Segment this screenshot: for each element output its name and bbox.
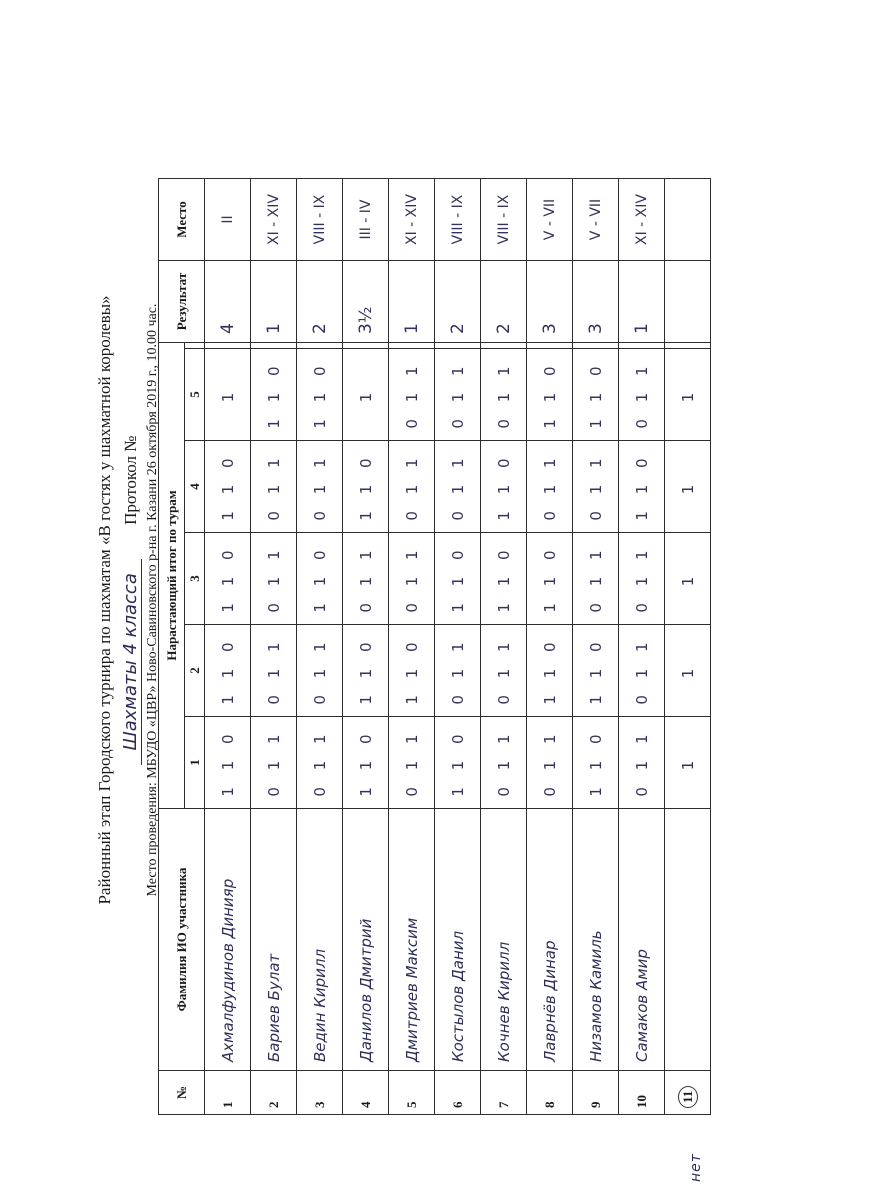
round-4-score: 0 1 1: [251, 441, 297, 533]
table-row: [573, 179, 619, 1115]
round-2-score: 1 1 0: [389, 625, 435, 717]
round-separator-cell: [573, 343, 619, 349]
participant-place: III - IV: [343, 179, 389, 261]
round-4-score: 1: [665, 441, 711, 533]
table-row: [481, 179, 527, 1115]
round-4-score: 0 1 1: [435, 441, 481, 533]
round-5-score: 1: [665, 349, 711, 441]
round-3-score: 1 1 0: [527, 533, 573, 625]
round-4-score: 1 1 0: [619, 441, 665, 533]
participant-number: [297, 1071, 343, 1115]
round-5-score: 0 1 1: [481, 349, 527, 441]
round-separator-cell: [251, 343, 297, 349]
table-row: [665, 179, 711, 1115]
table-row: [297, 179, 343, 1115]
protocol-label: Протокол №: [121, 435, 140, 525]
round-2-score: 1 1 0: [527, 625, 573, 717]
round-1-score: 1 1 0: [343, 717, 389, 809]
round-1-score: 0 1 1: [251, 717, 297, 809]
round-1-score: 1 1 0: [205, 717, 251, 809]
round-5-score: 1 1 0: [297, 349, 343, 441]
col-num-header: №: [159, 1071, 205, 1115]
round-1-score: 1 1 0: [435, 717, 481, 809]
participant-result: 2: [297, 261, 343, 343]
round-4-score: 0 1 1: [389, 441, 435, 533]
participant-number: [343, 1071, 389, 1115]
round-4-score: 1 1 0: [205, 441, 251, 533]
round-4-score: 0 1 1: [527, 441, 573, 533]
round-5-score: 0 1 1: [389, 349, 435, 441]
round-1-score: 0 1 1: [297, 717, 343, 809]
participant-result: [665, 261, 711, 343]
round-4-score: 1 1 0: [481, 441, 527, 533]
round-1-score: 0 1 1: [619, 717, 665, 809]
round-2-score: 0 1 1: [619, 625, 665, 717]
participant-name: Дмитриев Максим: [389, 809, 435, 1071]
participant-result: 2: [435, 261, 481, 343]
table-row: [389, 179, 435, 1115]
venue-line: Место проведения: МБУДО «ЦВР» Ново-Савиновского р-на г. Казани 26 октября 2019 г., 10.00 час.: [145, 303, 160, 897]
participant-name: Ведин Кирилл: [297, 809, 343, 1071]
round-separator-cell: [343, 343, 389, 349]
participant-number-text: 2: [265, 1101, 281, 1108]
participant-place: II: [205, 179, 251, 261]
round-3-score: 0 1 1: [343, 533, 389, 625]
round-2-score: 0 1 1: [251, 625, 297, 717]
participant-result: 1: [389, 261, 435, 343]
participant-place: VIII - IX: [435, 179, 481, 261]
participant-place: [665, 179, 711, 261]
participant-result: 3: [527, 261, 573, 343]
round-5-score: 0 1 1: [435, 349, 481, 441]
participant-result: 1: [619, 261, 665, 343]
participant-number-text: 10: [633, 1095, 649, 1108]
round-5-header: 5: [185, 349, 205, 441]
round-1-score: 1 1 0: [573, 717, 619, 809]
participant-place: V - VII: [527, 179, 573, 261]
round-separator-cell: [619, 343, 665, 349]
participant-number: [665, 1071, 711, 1115]
results-body: [205, 179, 711, 1115]
round-separator-cell: [389, 343, 435, 349]
round-2-score: 0 1 1: [297, 625, 343, 717]
round-separator-cell: [205, 343, 251, 349]
round-1-score: 0 1 1: [481, 717, 527, 809]
participant-number: [619, 1071, 665, 1115]
participant-number: [573, 1071, 619, 1115]
round-2-score: 1: [665, 625, 711, 717]
round-3-score: 1 1 0: [481, 533, 527, 625]
handwritten-category: Шахматы 4 класса: [120, 559, 142, 764]
participant-number-text: 3: [311, 1101, 327, 1108]
round-1-score: 0 1 1: [389, 717, 435, 809]
round-1-score: 1: [665, 717, 711, 809]
round-separator-cell: [665, 343, 711, 349]
category-protocol-line: [120, 0, 141, 1200]
table-row: [619, 179, 665, 1115]
round-2-score: 0 1 1: [435, 625, 481, 717]
round-5-score: 0 1 1: [619, 349, 665, 441]
round-2-score: 0 1 1: [481, 625, 527, 717]
round-3-score: 1 1 0: [205, 533, 251, 625]
table-row: [527, 179, 573, 1115]
margin-note: нет: [688, 1153, 704, 1182]
participant-name: [665, 809, 711, 1071]
round-2-score: 1 1 0: [573, 625, 619, 717]
participant-number-text: 8: [541, 1101, 557, 1108]
round-3-score: 0 1 1: [573, 533, 619, 625]
round-separator-cell: [435, 343, 481, 349]
round-3-score: 1 1 0: [297, 533, 343, 625]
participant-number-text: 4: [357, 1101, 373, 1108]
participant-result: 1: [251, 261, 297, 343]
table-row: [435, 179, 481, 1115]
participant-number-text: 9: [587, 1101, 603, 1108]
round-separator-cell: [527, 343, 573, 349]
participant-place: V - VII: [573, 179, 619, 261]
round-separator-cell: [481, 343, 527, 349]
table-row: [343, 179, 389, 1115]
round-3-score: 0 1 1: [251, 533, 297, 625]
participant-name: Низамов Камиль: [573, 809, 619, 1071]
round-3-score: 1: [665, 533, 711, 625]
round-5-score: 1: [343, 349, 389, 441]
participant-number: [435, 1071, 481, 1115]
round-separator-cell: [297, 343, 343, 349]
tournament-title: Районный этап Городского турнира по шахматам «В гостях у шахматной королевы»: [95, 295, 114, 905]
results-table: [158, 178, 711, 1115]
participant-name: Самаков Амир: [619, 809, 665, 1071]
round-3-score: 0 1 1: [389, 533, 435, 625]
col-place-header: Место: [159, 179, 205, 261]
participant-number-text: 1: [219, 1101, 235, 1108]
participant-name: Бариев Булат: [251, 809, 297, 1071]
participant-place: VIII - IX: [481, 179, 527, 261]
participant-number: [527, 1071, 573, 1115]
participant-result: 3: [573, 261, 619, 343]
round-3-score: 1 1 0: [435, 533, 481, 625]
participant-number-text: 11: [678, 1086, 698, 1108]
table-row: [251, 179, 297, 1115]
round-4-score: 0 1 1: [297, 441, 343, 533]
participant-name: Лаврнёв Динар: [527, 809, 573, 1071]
participant-result: 2: [481, 261, 527, 343]
participant-place: VIII - IX: [297, 179, 343, 261]
round-3-header: 3: [185, 533, 205, 625]
round-4-header: 4: [185, 441, 205, 533]
participant-number: [389, 1071, 435, 1115]
participant-number-text: 7: [495, 1101, 511, 1108]
participant-name: Ахмалфудинов Динияр: [205, 809, 251, 1071]
participant-number: [481, 1071, 527, 1115]
participant-place: XI - XIV: [389, 179, 435, 261]
participant-number: [205, 1071, 251, 1115]
round-2-score: 1 1 0: [205, 625, 251, 717]
col-rounds-header: Нарастающий итог по турам: [159, 343, 185, 809]
round-4-score: 0 1 1: [573, 441, 619, 533]
participant-place: XI - XIV: [619, 179, 665, 261]
participant-number-text: 5: [403, 1101, 419, 1108]
table-row: [205, 179, 251, 1115]
col-result-header: Результат: [159, 261, 205, 343]
participant-result: 3½: [343, 261, 389, 343]
round-3-score: 0 1 1: [619, 533, 665, 625]
participant-place: XI - XIV: [251, 179, 297, 261]
round-separator: [185, 343, 205, 349]
round-1-header: 1: [185, 717, 205, 809]
round-5-score: 1 1 0: [251, 349, 297, 441]
participant-number-text: 6: [449, 1101, 465, 1108]
participant-result: 4: [205, 261, 251, 343]
participant-name: Данилов Дмитрий: [343, 809, 389, 1071]
participant-name: Кочнев Кирилл: [481, 809, 527, 1071]
round-5-score: 1: [205, 349, 251, 441]
participant-number: [251, 1071, 297, 1115]
round-2-header: 2: [185, 625, 205, 717]
round-2-score: 1 1 0: [343, 625, 389, 717]
round-4-score: 1 1 0: [343, 441, 389, 533]
round-5-score: 1 1 0: [573, 349, 619, 441]
participant-name: Костылов Данил: [435, 809, 481, 1071]
col-name-header: Фамилия ИО участника: [159, 809, 205, 1071]
round-5-score: 1 1 0: [527, 349, 573, 441]
round-1-score: 0 1 1: [527, 717, 573, 809]
